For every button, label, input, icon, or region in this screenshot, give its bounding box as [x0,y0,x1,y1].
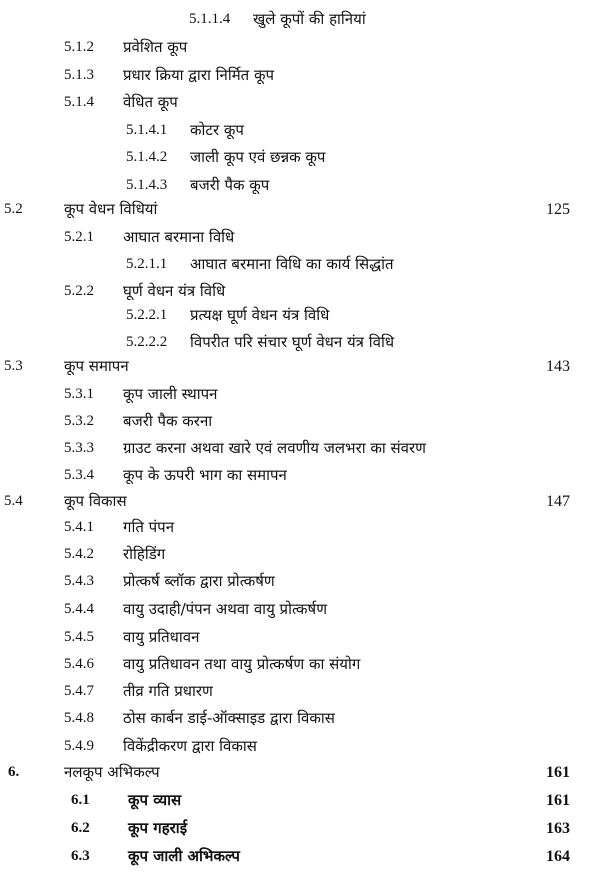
entry-title: प्रत्यक्ष घूर्ण वेधन यंत्र विधि [190,306,330,324]
entry-number: 6.2 [71,820,90,836]
entry-title: जाली कूप एवं छन्नक कूप [190,148,326,166]
entry-page: 147 [546,493,570,510]
toc-entry-6 [0,759,600,786]
entry-number: 5.2.2.1 [126,307,168,323]
entry-number: 5.2.2.2 [126,334,168,350]
entry-title: विकेंद्रीकरण द्वारा विकास [123,737,257,755]
entry-title: वायु प्रतिधावन [123,628,200,646]
entry-number: 5.4.6 [64,656,94,672]
entry-title: आघात बरमाना विधि का कार्य सिद्धांत [190,255,394,273]
entry-title: खुले कूपों की हानियां [253,10,366,28]
entry-number: 6. [8,764,20,780]
entry-title: प्रधार क्रिया द्वारा निर्मित कूप [123,66,275,84]
toc-entry-5-4-6 [0,651,600,678]
entry-title: वायु प्रतिधावन तथा वायु प्रोत्कर्षण का संयोग [123,655,361,673]
entry-number: 5.1.4.2 [126,149,168,165]
entry-number: 6.3 [71,848,90,864]
entry-title: वायु उदाही/पंपन अथवा वायु प्रोत्कर्षण [123,600,328,618]
entry-page: 163 [546,820,570,837]
entry-number: 5.1.2 [64,39,94,55]
entry-title: रोहिडिंग [123,545,166,563]
toc-entry-5-1-4 [0,89,600,116]
toc-entry-5-4 [0,488,600,515]
toc-entry-5-1-4-2 [0,144,600,171]
entry-number: 5.2.2 [64,283,94,299]
entry-title: कोटर कूप [190,121,244,139]
entry-page: 164 [546,848,570,865]
toc-entry-5-4-4 [0,596,600,623]
toc-entry-6-2 [0,815,600,842]
entry-page: 143 [546,358,570,375]
toc-entry-5-2 [0,196,600,223]
toc-entry-5-2-1-1 [0,251,600,278]
entry-page: 161 [546,764,570,781]
entry-number: 5.4.9 [64,738,94,754]
toc-entry-5-1-1-4 [0,6,600,33]
entry-page: 161 [546,792,570,809]
entry-number: 5.1.4.3 [126,177,168,193]
entry-title: कूप गहराई [128,819,188,837]
entry-number: 5.1.3 [64,67,94,83]
entry-number: 5.4.7 [64,683,94,699]
entry-number: 5.3 [4,358,23,374]
toc-entry-5-2-2-1 [0,302,600,329]
entry-title: प्रवेशित कूप [123,38,188,56]
entry-number: 5.1.4 [64,94,94,110]
entry-number: 5.3.3 [64,440,94,456]
entry-title: बजरी पैक कूप [190,176,270,194]
toc-entry-5-3 [0,353,600,380]
entry-title: आघात बरमाना विधि [123,228,235,246]
entry-title: ठोस कार्बन डाई-ऑक्साइड द्वारा विकास [123,709,335,727]
entry-title: कूप जाली अभिकल्प [128,847,240,865]
toc-entry-5-3-4 [0,462,600,489]
toc-entry-5-2-1 [0,224,600,251]
toc-entry-6-1 [0,787,600,814]
toc-entry-5-1-4-3 [0,172,600,199]
toc-entry-5-4-9 [0,733,600,760]
entry-number: 5.4.1 [64,519,94,535]
toc-entry-5-2-2-2 [0,329,600,356]
entry-title: कूप के ऊपरी भाग का समापन [123,466,287,484]
entry-title: घूर्ण वेधन यंत्र विधि [123,282,226,300]
toc-entry-5-1-2 [0,34,600,61]
entry-number: 5.2 [4,201,23,217]
entry-title: कूप व्यास [128,791,182,809]
entry-number: 5.1.4.1 [126,122,168,138]
toc-entry-5-2-2 [0,278,600,305]
toc-entry-5-3-1 [0,381,600,408]
entry-number: 6.1 [71,792,90,808]
entry-number: 5.4.3 [64,573,94,589]
entry-title: विपरीत परि संचार घूर्ण वेधन यंत्र विधि [190,333,395,351]
entry-title: प्रोत्कर्ष ब्लॉक द्वारा प्रोत्कर्षण [123,572,275,590]
toc-entry-6-3 [0,843,600,870]
entry-number: 5.4.4 [64,601,94,617]
entry-number: 5.4.2 [64,546,94,562]
entry-number: 5.3.4 [64,467,94,483]
toc-entry-5-1-3 [0,62,600,89]
entry-number: 5.2.1.1 [126,256,168,272]
entry-title: बजरी पैक करना [123,412,213,430]
entry-page: 125 [546,201,570,218]
entry-number: 5.2.1 [64,229,94,245]
entry-title: कूप समापन [64,357,129,375]
entry-number: 5.4.8 [64,710,94,726]
toc-entry-5-4-8 [0,705,600,732]
toc-entry-5-3-3 [0,435,600,462]
toc-entry-5-4-5 [0,624,600,651]
entry-title: कूप वेधन विधियां [64,200,158,218]
toc-entry-5-4-1 [0,514,600,541]
entry-number: 5.3.1 [64,386,94,402]
entry-title: नलकूप अभिकल्प [64,763,160,781]
toc-entry-5-4-3 [0,568,600,595]
toc-entry-5-1-4-1 [0,117,600,144]
entry-number: 5.4 [4,493,23,509]
entry-number: 5.1.1.4 [189,11,231,27]
entry-title: कूप विकास [64,492,127,510]
entry-title: कूप जाली स्थापन [123,385,218,403]
entry-title: तीव्र गति प्रधारण [123,682,213,700]
entry-number: 5.4.5 [64,629,94,645]
entry-title: वेधित कूप [123,93,178,111]
entry-title: ग्राउट करना अथवा खारे एवं लवणीय जलभरा का संवरण [123,439,427,457]
toc-entry-5-4-2 [0,541,600,568]
entry-title: गति पंपन [123,518,175,536]
toc-entry-5-3-2 [0,408,600,435]
toc-entry-5-4-7 [0,678,600,705]
entry-number: 5.3.2 [64,413,94,429]
